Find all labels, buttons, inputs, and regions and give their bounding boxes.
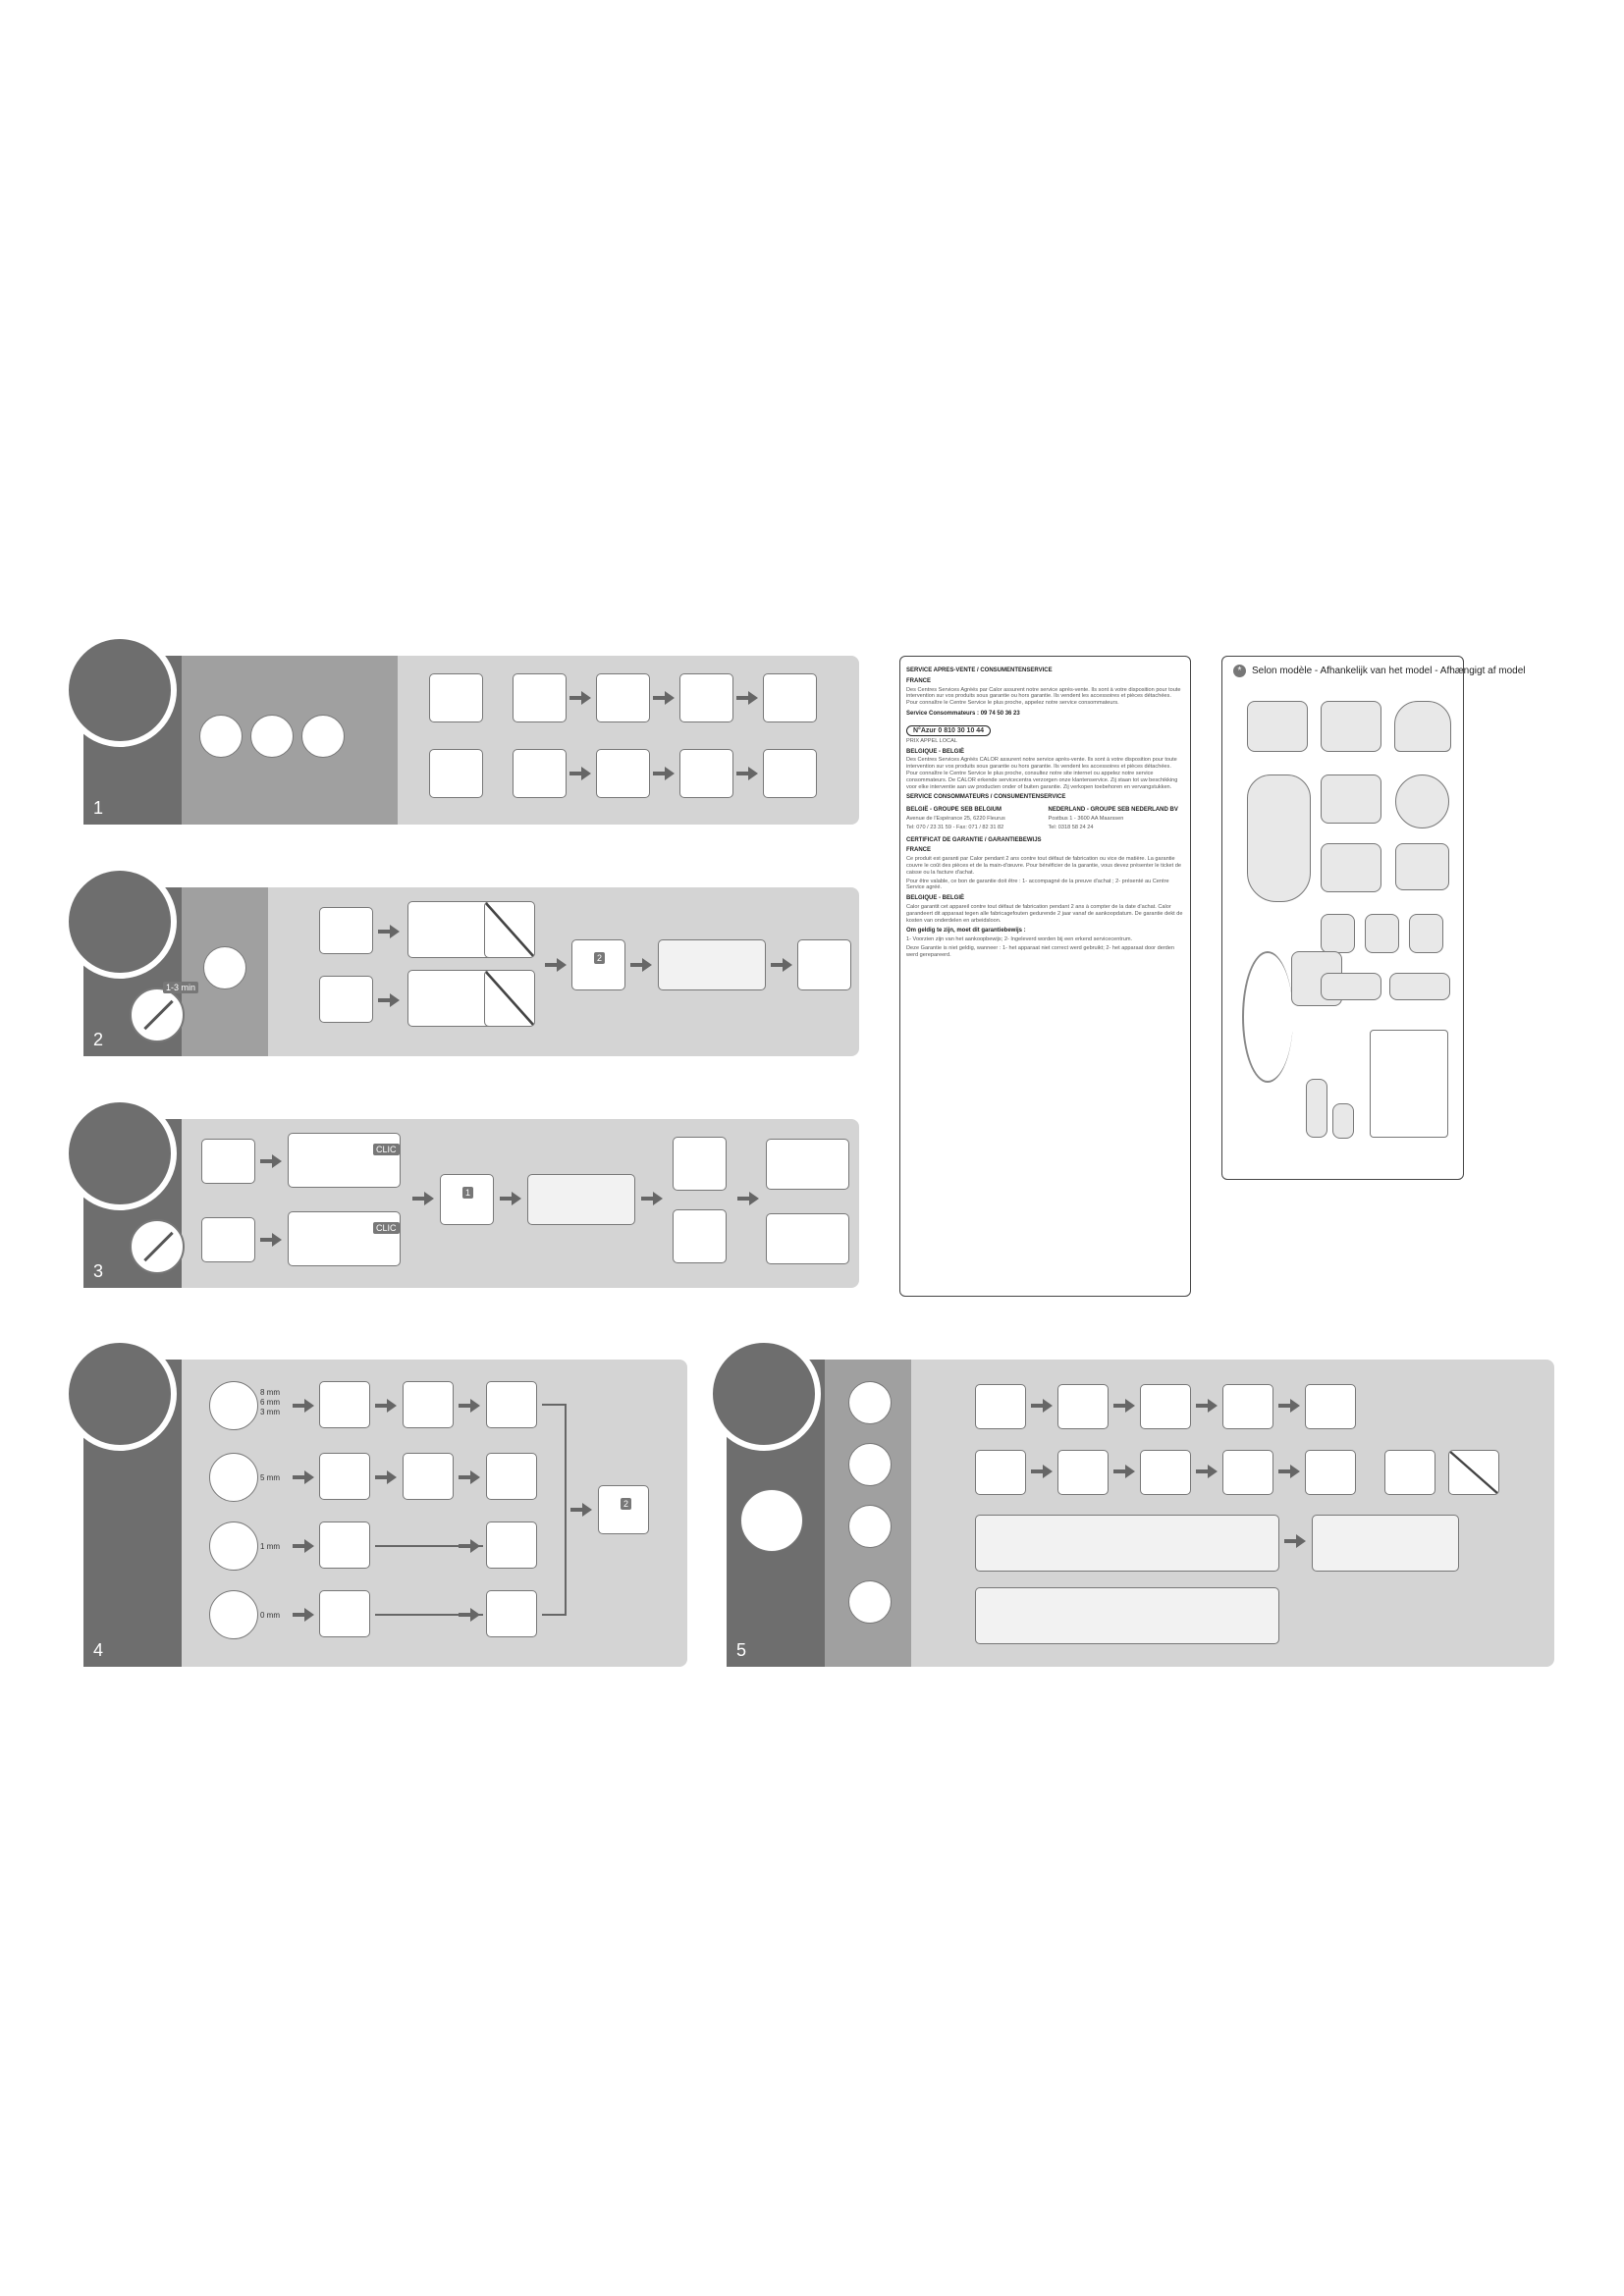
accessories-title: Selon modèle - Afhankelijk van het model - Afhængigt af model xyxy=(1252,666,1526,676)
storage-pouch xyxy=(1370,1030,1448,1138)
head-remove-icon xyxy=(1057,1450,1109,1495)
length-3mm: 3 mm xyxy=(260,1408,280,1416)
arrow-icon xyxy=(1031,1399,1053,1413)
warranty-france-text: Ce produit est garanti par Calor pendant 2 ans contre tout défaut de fabrication ou vice de matière. La garantie couvre le coût des pièces et de la main-d'œuvre. Pour bénéficier de la garantie, vous devez présenter le ticket de caisse ou la facture d'achat. xyxy=(906,856,1181,876)
arrow-icon xyxy=(293,1539,314,1553)
length-8mm: 8 mm xyxy=(260,1388,280,1397)
phone-note: PRIX APPEL LOCAL xyxy=(906,737,958,744)
speed-1-tag: 1 xyxy=(462,1187,473,1199)
no-wet-skin-icon xyxy=(203,946,246,989)
no-touch-icon xyxy=(848,1443,892,1486)
warranty-be-text: Calor garantit cet appareil contre tout défaut de fabrication pendant 2 ans à compter de la date d'achat. Calor garandeert dit apparaat tegen alle fabricagefouten gedurende 2 jaar vanaf de aankoopdatum. De garantie dekt de kosten van onderdelen en arbeidsloon. xyxy=(906,903,1183,924)
no-water-icon xyxy=(848,1381,892,1424)
cleaning-brush xyxy=(1306,1079,1327,1138)
epilate-direction-icon xyxy=(527,1174,635,1225)
no-wet-skin-icon xyxy=(301,715,345,758)
protective-cap xyxy=(1394,701,1451,752)
warranty-france-title: FRANCE xyxy=(906,847,931,854)
arrow-icon xyxy=(459,1539,480,1553)
legs-icon xyxy=(63,633,177,747)
no-dishwasher-icon xyxy=(1448,1450,1499,1495)
arrow-icon xyxy=(500,1192,521,1205)
arrow-icon xyxy=(378,993,400,1007)
brush-clean-icon xyxy=(1057,1384,1109,1429)
epilation-head-icon xyxy=(319,907,373,954)
comb-click-icon xyxy=(486,1453,537,1500)
arrow-icon xyxy=(459,1470,480,1484)
timer-no-icon xyxy=(130,1219,185,1274)
exfoliation-head-icon xyxy=(429,673,483,722)
epilation-head xyxy=(1247,701,1308,752)
bikini-icon xyxy=(63,1337,177,1451)
underarm-icon xyxy=(673,1137,727,1191)
belgique-title: BELGIQUE - BELGIË xyxy=(906,748,965,755)
arrow-icon xyxy=(1113,1465,1135,1478)
head-open-icon xyxy=(1140,1450,1191,1495)
arrow-icon xyxy=(569,691,591,705)
epilate-direction-icon xyxy=(658,939,766,990)
timer-label: 1-3 min xyxy=(163,982,198,993)
arrow-icon xyxy=(630,958,652,972)
contact-be xyxy=(906,803,1043,832)
head-attach-icon xyxy=(288,1211,401,1266)
arrow-icon xyxy=(293,1608,314,1622)
strip-number: 4 xyxy=(93,1640,104,1660)
connector-line xyxy=(542,1404,566,1406)
epilation-head-alt xyxy=(1321,701,1381,752)
arrow-icon xyxy=(653,691,675,705)
head-remove-icon xyxy=(1140,1384,1191,1429)
head-attach-icon xyxy=(513,749,567,798)
head-attach-icon xyxy=(403,1381,454,1428)
heads-wash-row xyxy=(975,1515,1279,1572)
switch-on-icon xyxy=(679,749,733,798)
dry-icon xyxy=(1305,1384,1356,1429)
cap-attach-icon xyxy=(288,1133,401,1188)
warranty-conditions: Pour être valable, ce bon de garantie doit être : 1- accompagné de la preuve d'achat ; 2- présenté au Centre Service agréé. xyxy=(906,878,1169,891)
switch-on-icon xyxy=(571,939,625,990)
length-0mm: 0 mm xyxy=(260,1611,280,1620)
comb-large xyxy=(1395,843,1449,890)
arrow-icon xyxy=(1113,1399,1135,1413)
contact-nl-address: Postbus 1 - 3600 AA Maarssen xyxy=(1048,815,1124,822)
comb-click-icon xyxy=(486,1381,537,1428)
head-remove-icon xyxy=(766,1213,849,1264)
switch-on-icon xyxy=(598,1485,649,1534)
belgique-text: Des Centres Services Agréés CALOR assurent notre service après-vente. Ils sont à votre disposition pour toute intervention sur vos produits sous garantie ou hors garantie. Ils vendent les accessoires et pièces détachées. Pour connaître le Centre Service le plus proche, consultez notre site internet ou appelez notre service consommateurs. De CALOR erkende servicecentra verzorgen onze klantenservice. Zij staan tot uw beschikking voor elke interventie aan uw producten onder of buiten garantie. Zij verkopen toebehoren en vervangstukken. xyxy=(906,757,1178,790)
no-heads-icon xyxy=(848,1505,892,1548)
instruction-strip-5 xyxy=(727,1360,1554,1667)
clic-tag: CLIC xyxy=(373,1144,400,1155)
phone-badge: N°Azur 0 810 30 10 44 xyxy=(906,725,991,736)
arrow-icon xyxy=(1278,1465,1300,1478)
strip-number: 2 xyxy=(93,1030,104,1049)
precision-cap xyxy=(1321,973,1381,1000)
epilation-head-icon xyxy=(975,1384,1026,1429)
arrow-icon xyxy=(375,1470,397,1484)
power-cable xyxy=(1242,951,1293,1083)
oiling-row xyxy=(975,1587,1279,1644)
brush-clean-icon xyxy=(1222,1450,1273,1495)
contact-be-phone: Tel: 070 / 23 31 59 - Fax: 071 / 82 31 82 xyxy=(906,824,1004,830)
head-attach-icon xyxy=(513,673,567,722)
star-icon: * xyxy=(1233,665,1246,677)
exfoliation-head-icon xyxy=(975,1450,1026,1495)
doc-heading: SERVICE APRES-VENTE / CONSUMENTENSERVICE xyxy=(906,667,1053,673)
brush-cap-icon xyxy=(596,749,650,798)
arrow-icon xyxy=(293,1399,314,1413)
legs-icon xyxy=(63,865,177,979)
comb-attachment-icon xyxy=(319,1453,370,1500)
underarm-bikini-icon xyxy=(63,1096,177,1210)
exfoliation-brush xyxy=(1395,774,1449,828)
instruction-strip-3 xyxy=(83,1119,859,1288)
arrow-icon xyxy=(1196,1465,1218,1478)
wrong-angle-icon xyxy=(484,901,535,958)
precision-cap-icon xyxy=(201,1139,255,1184)
instruction-strip-1 xyxy=(83,656,859,825)
wrong-angle-icon xyxy=(484,970,535,1027)
epilate-leg-icon xyxy=(763,673,817,722)
clic-tag: CLIC xyxy=(373,1222,400,1234)
rinse-icon xyxy=(1305,1450,1356,1495)
trimmer-cap-icon xyxy=(319,1522,370,1569)
arrow-icon xyxy=(375,1399,397,1413)
contact-columns xyxy=(906,803,1184,832)
contact-nl xyxy=(1049,803,1185,832)
rinse-icon xyxy=(1222,1384,1273,1429)
contact-nl-phone: Tel: 0318 58 24 24 xyxy=(1048,824,1094,830)
heads-dry-row xyxy=(1312,1515,1459,1572)
comb-tiny xyxy=(1409,914,1443,953)
head-attach-icon xyxy=(403,1453,454,1500)
trimmer-head xyxy=(1321,843,1381,892)
warranty-final: Deze Garantie is niet geldig, wanneer : 1- het apparaat niet correct werd gebruikt; 2- het apparaat door derden werd gerepareerd. xyxy=(906,944,1175,958)
arrow-icon xyxy=(260,1154,282,1168)
service-consommateurs: Service Consommateurs : 09 74 50 36 23 xyxy=(906,710,1020,717)
length-6mm: 6 mm xyxy=(260,1398,280,1407)
arrow-icon xyxy=(771,958,792,972)
dry-icon xyxy=(1384,1450,1435,1495)
contact-be-title: BELGIË - GROUPE SEB BELGIUM xyxy=(906,807,1002,814)
shaver-head-icon xyxy=(319,1590,370,1637)
arrow-icon xyxy=(459,1608,480,1622)
warranty-nl-title: Om geldig te zijn, moet dit garantiebewijs : xyxy=(906,928,1026,934)
arrow-icon xyxy=(1031,1465,1053,1478)
no-wet-skin-icon xyxy=(250,715,294,758)
switch-on-icon xyxy=(679,673,733,722)
france-text: Des Centres Services Agréés par Calor assurent notre service après-vente. Ils sont à votre disposition pour toute intervention sur vos produits sous garantie ou hors garantie. Ils vendent les accessoires et pièces détachées. Pour connaître le Centre Service le plus proche, appelez notre service consommateurs. xyxy=(906,686,1181,707)
hair-length-icon xyxy=(209,1590,258,1639)
shaver-head xyxy=(1321,774,1381,824)
head-cap-icon xyxy=(596,673,650,722)
service-document xyxy=(899,656,1191,1297)
arrow-icon xyxy=(737,1192,759,1205)
strip-number: 3 xyxy=(93,1261,104,1281)
length-5mm: 5 mm xyxy=(260,1473,280,1482)
arrow-icon xyxy=(736,767,758,780)
arrow-icon xyxy=(1196,1399,1218,1413)
warranty-heading: CERTIFICAT DE GARANTIE / GARANTIEBEWIJS xyxy=(906,836,1042,843)
speed-2-tag: 2 xyxy=(621,1498,631,1510)
france-title: FRANCE xyxy=(906,677,931,684)
arrow-icon xyxy=(1284,1534,1306,1548)
connector-line xyxy=(565,1404,567,1616)
arrow-icon xyxy=(293,1470,314,1484)
head-attach-icon xyxy=(486,1590,537,1637)
arrow-icon xyxy=(412,1192,434,1205)
brush-head-icon xyxy=(429,749,483,798)
arrow-icon xyxy=(736,691,758,705)
cleaning-icon xyxy=(707,1337,821,1451)
no-wet-skin-icon xyxy=(199,715,243,758)
warranty-be-title: BELGIQUE - BELGIË xyxy=(906,895,965,902)
strip-number: 1 xyxy=(93,798,104,818)
connector-line xyxy=(542,1614,566,1616)
comb-attachment-icon xyxy=(319,1381,370,1428)
contact-be-address: Avenue de l'Espérance 25, 6220 Fleurus xyxy=(906,815,1005,822)
length-1mm: 1 mm xyxy=(260,1542,280,1551)
arrow-icon xyxy=(570,1503,592,1517)
strip-number: 5 xyxy=(736,1640,747,1660)
arrow-icon xyxy=(653,767,675,780)
arrow-icon xyxy=(569,767,591,780)
oil-bottle xyxy=(1332,1103,1354,1139)
arrow-icon xyxy=(641,1192,663,1205)
contact-heading: SERVICE CONSOMMATEURS / CONSUMENTENSERVICE xyxy=(906,794,1066,801)
arrow-icon xyxy=(459,1399,480,1413)
cap-head-icon xyxy=(319,976,373,1023)
arrow-icon xyxy=(1278,1399,1300,1413)
hair-length-icon xyxy=(209,1381,258,1430)
head-attach-icon xyxy=(486,1522,537,1569)
accessories-panel xyxy=(1221,656,1526,1180)
comb-small xyxy=(1321,914,1355,953)
warranty-nl-text: 1- Voorzien zijn van het aankoopbewijs; 2- Ingeleverd worden bij een erkend servicecentrum. xyxy=(906,936,1133,943)
epilate-leg-icon xyxy=(797,939,851,990)
charger-icon xyxy=(740,1489,803,1552)
instruction-strip-2 xyxy=(83,887,859,1056)
hair-length-icon xyxy=(209,1453,258,1502)
shaver-head-icon xyxy=(201,1217,255,1262)
timer-no-icon xyxy=(130,988,185,1042)
switch-on-icon xyxy=(440,1174,494,1225)
arrow-icon xyxy=(378,925,400,938)
head-remove-icon xyxy=(766,1139,849,1190)
exfoliate-leg-icon xyxy=(763,749,817,798)
comb-medium xyxy=(1365,914,1399,953)
hair-length-icon xyxy=(209,1522,258,1571)
precision-cap-alt xyxy=(1389,973,1450,1000)
contact-nl-title: NEDERLAND - GROUPE SEB NEDERLAND BV xyxy=(1048,807,1178,814)
speed-2-tag: 2 xyxy=(594,952,605,964)
arrow-icon xyxy=(260,1233,282,1247)
unplug-icon xyxy=(848,1580,892,1624)
bikini-icon xyxy=(673,1209,727,1263)
epilator-body xyxy=(1247,774,1311,902)
arrow-icon xyxy=(545,958,567,972)
